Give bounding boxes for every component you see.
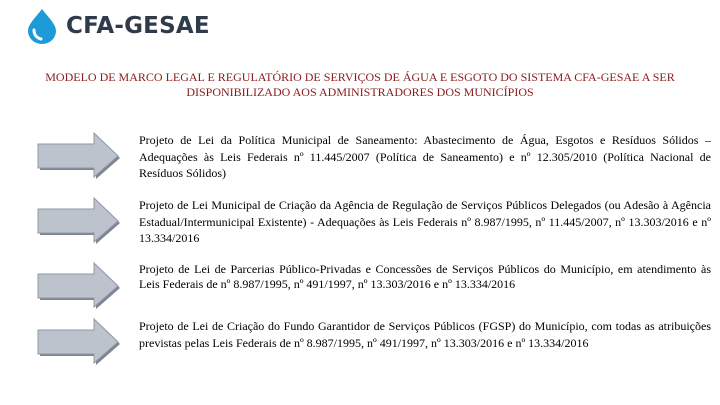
brand-name: CFA-GESAE	[66, 13, 210, 39]
item-text: Projeto de Lei da Política Municipal de Saneamento: Abastecimento de Água, Esgotos e Resíduos Sólidos – Adequações às Leis Federais nº 11.445/2007 (Política de Saneamento) e nº 12.305/2010 (Política Nacional de Resíduos Sólidos)	[139, 133, 711, 180]
right-arrow-icon	[36, 132, 122, 180]
page-title: MODELO DE MARCO LEGAL E REGULATÓRIO DE SERVIÇOS DE ÁGUA E ESGOTO DO SISTEMA CFA-GESAE A SER DISPONIBILIZADO AOS ADMINISTRADORES DOS MUNICÍPIOS	[45, 70, 675, 99]
item-text: Projeto de Lei de Criação do Fundo Garantidor de Serviços Públicos (FGSP) do Município, com todas as atribuições previstas pelas Leis Federais de nº 8.987/1995, nº 491/1997, nº 13.303/2016 e nº 13.334/2016	[139, 319, 711, 350]
right-arrow-icon	[36, 262, 122, 310]
brand-logo	[25, 8, 210, 44]
water-drop-icon	[25, 8, 59, 44]
right-arrow-icon	[36, 318, 122, 366]
item-text: Projeto de Lei de Parcerias Público-Privadas e Concessões de Serviços Públicos do Município, em atendimento às Leis Federais de nº 8.987/1995, nº 491/1997, nº 13.303/2016 e nº 13.334/2016	[139, 262, 711, 291]
right-arrow-icon	[36, 197, 122, 245]
item-text: Projeto de Lei Municipal de Criação da Agência de Regulação de Serviços Públicos Delegados (ou Adesão à Agência Estadual/Intermunicipal Existente) - Adequações às Leis Federais nº 8.987/1995, nº 11.445/2007, nº 13.303/2016 e nº 13.334/2016	[139, 198, 711, 245]
